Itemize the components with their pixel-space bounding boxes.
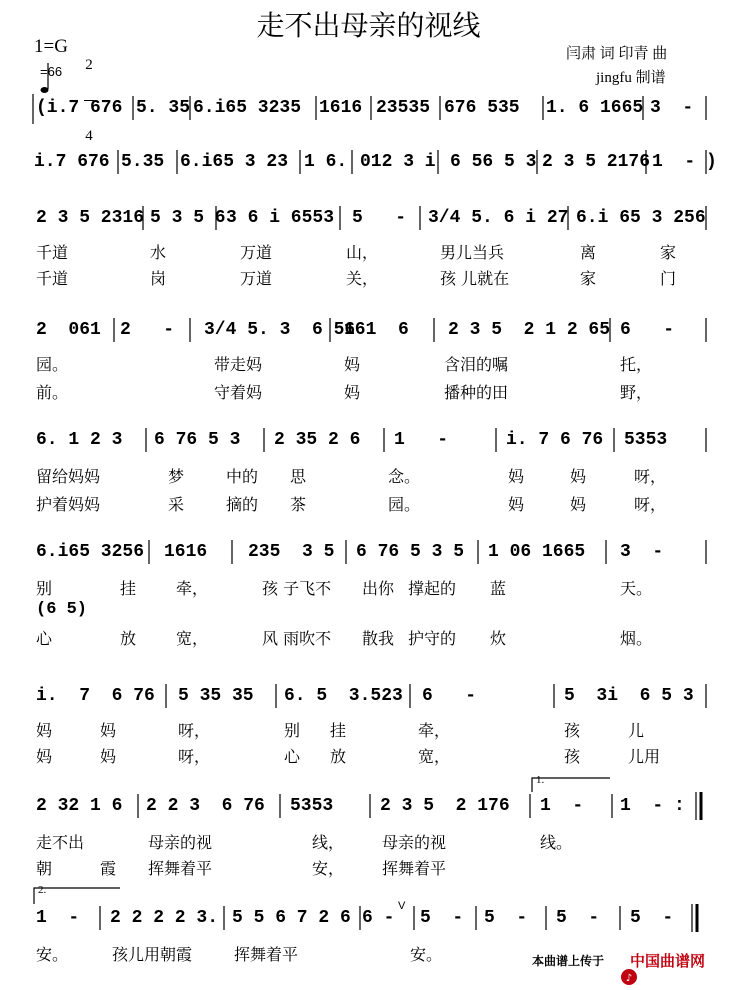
time-bottom: 4 <box>85 128 93 144</box>
measure: 6 56 5 3 <box>450 152 537 172</box>
measure: 6.i65 3256 <box>36 542 145 562</box>
lyric: 散我 <box>362 629 395 648</box>
lyric: 家 <box>660 243 677 262</box>
lyricist-composer: 闫肃 词 印青 曲 <box>566 46 668 62</box>
lyric: 孩 子飞不 <box>262 579 332 598</box>
measure: 5353 <box>624 430 668 450</box>
measure: 012 3 i <box>360 152 436 172</box>
lyric: 思 <box>290 467 307 486</box>
measure: 3 6 i 6553 <box>226 208 335 228</box>
lyric: 孩 <box>564 721 581 740</box>
measure: 2 3 5 2176 <box>542 152 651 172</box>
lyric: 门 <box>660 269 677 288</box>
lyric: 母亲的视 <box>382 833 447 852</box>
measure: 5 3 5 6 <box>150 208 226 228</box>
lyric: 摘的 <box>226 495 259 514</box>
measure: 2 2 2 2 3. <box>110 908 219 928</box>
measure: 3/4 5. 6 i 27 <box>428 208 569 228</box>
lyric: 心 <box>284 747 301 766</box>
lyric: 念。 <box>388 467 421 486</box>
lyric: 园。 <box>36 355 69 374</box>
measure: 3 - <box>650 98 694 118</box>
measure: 5 - <box>484 908 528 928</box>
measure: 1 - : <box>620 796 685 816</box>
measure: 1 - <box>394 430 449 450</box>
lyric: 留给妈妈 <box>36 467 101 486</box>
lyric: 播种的田 <box>444 383 509 402</box>
measure: i. 7 6 76 <box>36 686 155 706</box>
lyric: 别 <box>284 721 301 740</box>
lyric: 托， <box>620 355 653 374</box>
lyric: 孩 <box>564 747 581 766</box>
lyric: 孩儿用朝霞 <box>112 945 193 964</box>
volta-1-label: 1. <box>536 774 545 786</box>
lyric: 呀， <box>634 495 667 514</box>
lyric: 心 <box>36 629 53 648</box>
measure: 1. 6 1665 <box>546 98 644 118</box>
lyric: 千道 <box>36 269 69 288</box>
lyric: 线。 <box>540 833 573 852</box>
measure: 2 35 2 6 <box>274 430 361 450</box>
measure: 5.35 <box>121 152 165 172</box>
lyric: 妈 <box>344 355 361 374</box>
lyric: 放 <box>330 747 347 766</box>
measure: 2 - <box>120 320 175 340</box>
lyric: 霞 <box>100 859 117 878</box>
measure: 6. 5 3.523 <box>284 686 403 706</box>
measure: 5 - <box>352 208 407 228</box>
lyric: 出你 <box>362 579 395 598</box>
lyric: 安， <box>312 859 345 878</box>
measure: 23535 <box>376 98 431 118</box>
lyric: 烟。 <box>620 629 653 648</box>
lyric: 撑起的 <box>408 579 457 598</box>
lyric: 挂 <box>120 579 137 598</box>
footer-upload-note: 本曲谱上传于 <box>532 954 605 968</box>
measure: 1 6. <box>304 152 348 172</box>
lyric: 梦 <box>168 467 185 486</box>
lyric: 万道 <box>240 269 273 288</box>
lyric: 千道 <box>36 243 69 262</box>
lyric: 风 雨吹不 <box>262 629 332 648</box>
lyric: 妈 <box>100 747 117 766</box>
measure: 6 76 5 3 5 <box>356 542 465 562</box>
measure: 1 - ) <box>652 152 717 172</box>
lyric: 关， <box>346 269 379 288</box>
measure: 1616 <box>164 542 208 562</box>
measure: 2 3 5 2316 <box>36 208 145 228</box>
volta-2-label: 2. <box>38 884 47 896</box>
lyric: 别 <box>36 579 53 598</box>
lyric: 妈 <box>508 495 525 514</box>
lyric: 含泪的嘱 <box>444 355 509 374</box>
lyric: 挥舞着平 <box>382 859 447 878</box>
measure: i.7 676 <box>34 152 110 172</box>
tempo-marking: =66 <box>40 64 63 79</box>
measure: 6 - <box>362 908 395 928</box>
lyric: 前。 <box>36 383 69 402</box>
lyric: 万道 <box>240 243 273 262</box>
lyric: 宽， <box>418 747 451 766</box>
lyric: 挂 <box>330 721 347 740</box>
lyric: 妈 <box>100 721 117 740</box>
lyric: 儿 <box>628 721 645 740</box>
measure: 235 3 5 <box>248 542 335 562</box>
measure: 1 06 1665 <box>488 542 586 562</box>
lyric: 护着妈妈 <box>36 495 101 514</box>
lyric: 天。 <box>620 579 653 598</box>
lyric: 妈 <box>570 495 587 514</box>
measure: i. 7 6 76 <box>506 430 604 450</box>
measure: 6.i 65 3 256 <box>576 208 706 228</box>
lyric: 安。 <box>410 945 443 964</box>
lyric: 离 <box>580 243 597 262</box>
site-logo-icon <box>610 949 633 984</box>
measure: 161 6 <box>344 320 409 340</box>
lyric: 妈 <box>36 747 53 766</box>
time-top: 2 <box>85 57 93 73</box>
alternate-notes: (6 5) <box>36 600 88 619</box>
measure: 5. 35 <box>136 98 191 118</box>
measure: 6 - <box>422 686 477 706</box>
lyric: 岗 <box>150 269 167 288</box>
lyric: 呀， <box>178 747 211 766</box>
measure: 5353 <box>290 796 334 816</box>
measure: 1616 <box>319 98 363 118</box>
lyric: 园。 <box>388 495 421 514</box>
lyric: 牵， <box>418 721 451 740</box>
measure: 6 76 5 3 <box>154 430 241 450</box>
transcriber: jingfu 制谱 <box>596 70 666 86</box>
measure: 5 35 35 <box>178 686 254 706</box>
lyric: 宽， <box>176 629 209 648</box>
measure: 2 3 5 2 176 <box>380 796 510 816</box>
measure: 2 061 <box>36 320 101 340</box>
lyric: 水 <box>150 243 167 262</box>
lyric: 孩 儿就在 <box>440 269 510 288</box>
lyric: 妈 <box>570 467 587 486</box>
measure: 6 - <box>620 320 675 340</box>
measure: 5 - <box>420 908 464 928</box>
measure: 1 - <box>36 908 80 928</box>
lyric: 男儿当兵 <box>440 243 505 262</box>
lyric: 带走妈 <box>214 355 263 374</box>
lyric: 母亲的视 <box>148 833 213 852</box>
measure: 2 32 1 6 <box>36 796 123 816</box>
score-title: 走不出母亲的视线 <box>256 9 481 42</box>
lyric: 蓝 <box>490 579 507 598</box>
lyric: 妈 <box>36 721 53 740</box>
lyric: 呀， <box>178 721 211 740</box>
measure: (i.7 676 <box>36 98 123 118</box>
measure: 6. 1 2 3 <box>36 430 123 450</box>
lyric: 茶 <box>290 495 307 514</box>
lyric: 安。 <box>36 945 69 964</box>
measure: 5 3i 6 5 3 <box>564 686 694 706</box>
lyric: 牵， <box>176 579 209 598</box>
lyric: 守着妈 <box>214 383 263 402</box>
lyric: 呀， <box>634 467 667 486</box>
footer-site-name[interactable]: 中国曲谱网 <box>630 952 706 970</box>
lyric: 走不出 <box>36 833 85 852</box>
svg-text:♪: ♪ <box>625 973 633 984</box>
measure: 6.i65 3 23 <box>180 152 289 172</box>
measure: 3 - <box>620 542 664 562</box>
lyric: 采 <box>168 495 185 514</box>
measure: 5 - <box>630 908 674 928</box>
lyric: 妈 <box>344 383 361 402</box>
lyric: 中的 <box>226 467 259 486</box>
key-signature: 1=G <box>34 36 68 57</box>
lyric: 炊 <box>490 629 507 648</box>
measure: 5 5 6 7 2 6 <box>232 908 351 928</box>
measure: 1 - <box>540 796 584 816</box>
lyric: 放 <box>120 629 137 648</box>
lyric: 护守的 <box>408 629 457 648</box>
breath-mark: V <box>398 900 406 912</box>
measure: 2 3 5 2 1 2 65 <box>448 320 611 340</box>
lyric: 挥舞着平 <box>234 945 299 964</box>
measure: 3/4 5. 3 6 56 <box>204 320 356 340</box>
lyric: 妈 <box>508 467 525 486</box>
lyric: 家 <box>580 269 597 288</box>
lyric: 挥舞着平 <box>148 859 213 878</box>
measure: 2 2 3 6 76 <box>146 796 265 816</box>
lyric: 山， <box>346 243 379 262</box>
lyric: 朝 <box>36 859 53 878</box>
measure: 676 535 <box>444 98 520 118</box>
measure: 6.i65 3235 <box>193 98 302 118</box>
lyric: 儿用 <box>628 747 661 766</box>
lyric: 野， <box>620 383 653 402</box>
measure: 5 - <box>556 908 600 928</box>
lyric: 线， <box>312 833 345 852</box>
